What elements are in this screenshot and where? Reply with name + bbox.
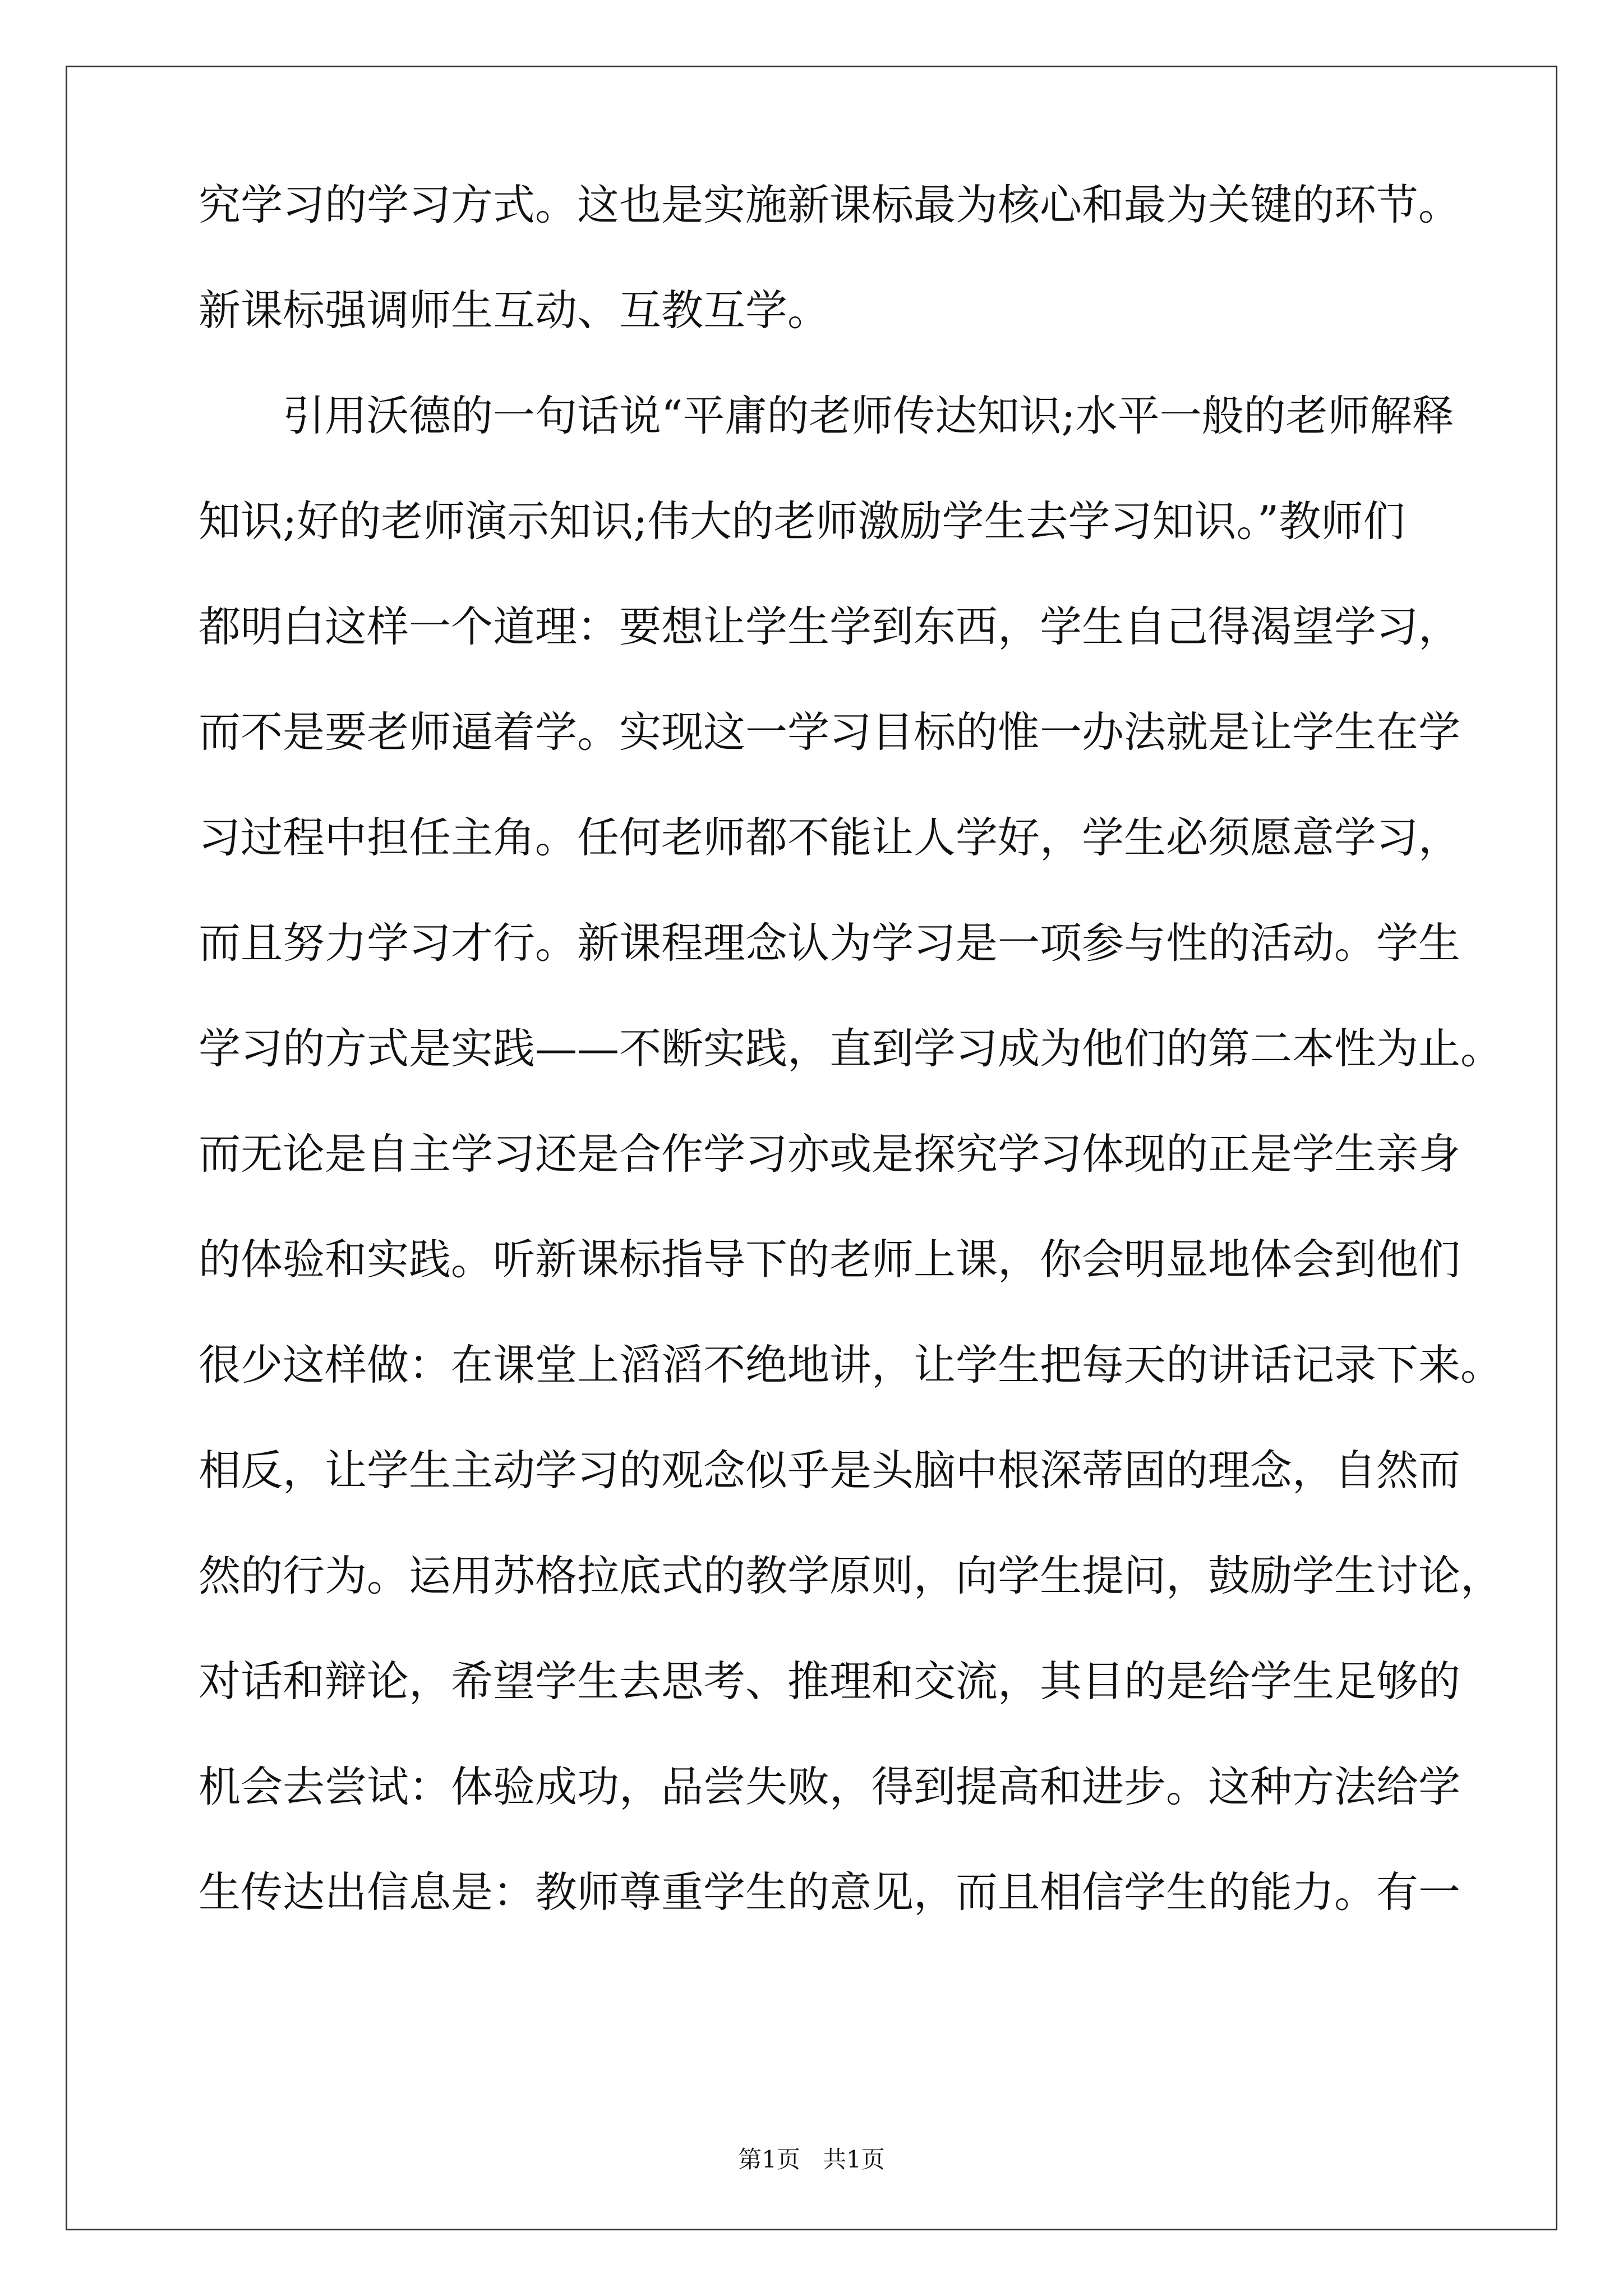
text-line: 机会去尝试：体验成功，品尝失败，得到提高和进步。这种方法给学 [199, 1762, 1461, 1811]
text-line: 引用沃德的一句话说“平庸的老师传达知识;水平一般的老师解释 [283, 391, 1454, 440]
text-line: 究学习的学习方式。这也是实施新课标最为核心和最为关键的环节。 [199, 180, 1461, 229]
text-line: 很少这样做：在课堂上滔滔不绝地讲，让学生把每天的讲话记录下来。 [199, 1340, 1503, 1389]
text-line: 对话和辩论，希望学生去思考、推理和交流，其目的是给学生足够的 [199, 1657, 1461, 1706]
page-total: 共1页 [823, 2146, 885, 2173]
text-line: 而且努力学习才行。新课程理念认为学习是一项参与性的活动。学生 [199, 918, 1461, 968]
text-line: 而不是要老师逼着学。实现这一学习目标的惟一办法就是让学生在学 [199, 707, 1461, 757]
text-line: 生传达出信息是：教师尊重学生的意见，而且相信学生的能力。有一 [199, 1867, 1461, 1917]
text-line: 而无论是自主学习还是合作学习亦或是探究学习体现的正是学生亲身 [199, 1129, 1461, 1179]
text-line: 学习的方式是实践——不断实践，直到学习成为他们的第二本性为止。 [199, 1024, 1503, 1073]
page-footer [0, 2143, 1623, 2177]
text-line: 然的行为。运用苏格拉底式的教学原则，向学生提问，鼓励学生讨论， [199, 1551, 1503, 1600]
page-number: 第1页 [738, 2146, 800, 2173]
text-line: 相反，让学生主动学习的观念似乎是头脑中根深蒂固的理念，自然而 [199, 1446, 1461, 1495]
footer-spacer [800, 2146, 823, 2173]
text-line: 的体验和实践。听新课标指导下的老师上课，你会明显地体会到他们 [199, 1235, 1461, 1284]
text-line: 都明白这样一个道理：要想让学生学到东西，学生自己得渴望学习， [199, 602, 1461, 651]
text-line: 新课标强调师生互动、互教互学。 [199, 286, 830, 335]
text-line: 知识;好的老师演示知识;伟大的老师激励学生去学习知识。”教师们 [199, 496, 1405, 546]
text-line: 习过程中担任主角。任何老师都不能让人学好，学生必须愿意学习， [199, 813, 1461, 862]
